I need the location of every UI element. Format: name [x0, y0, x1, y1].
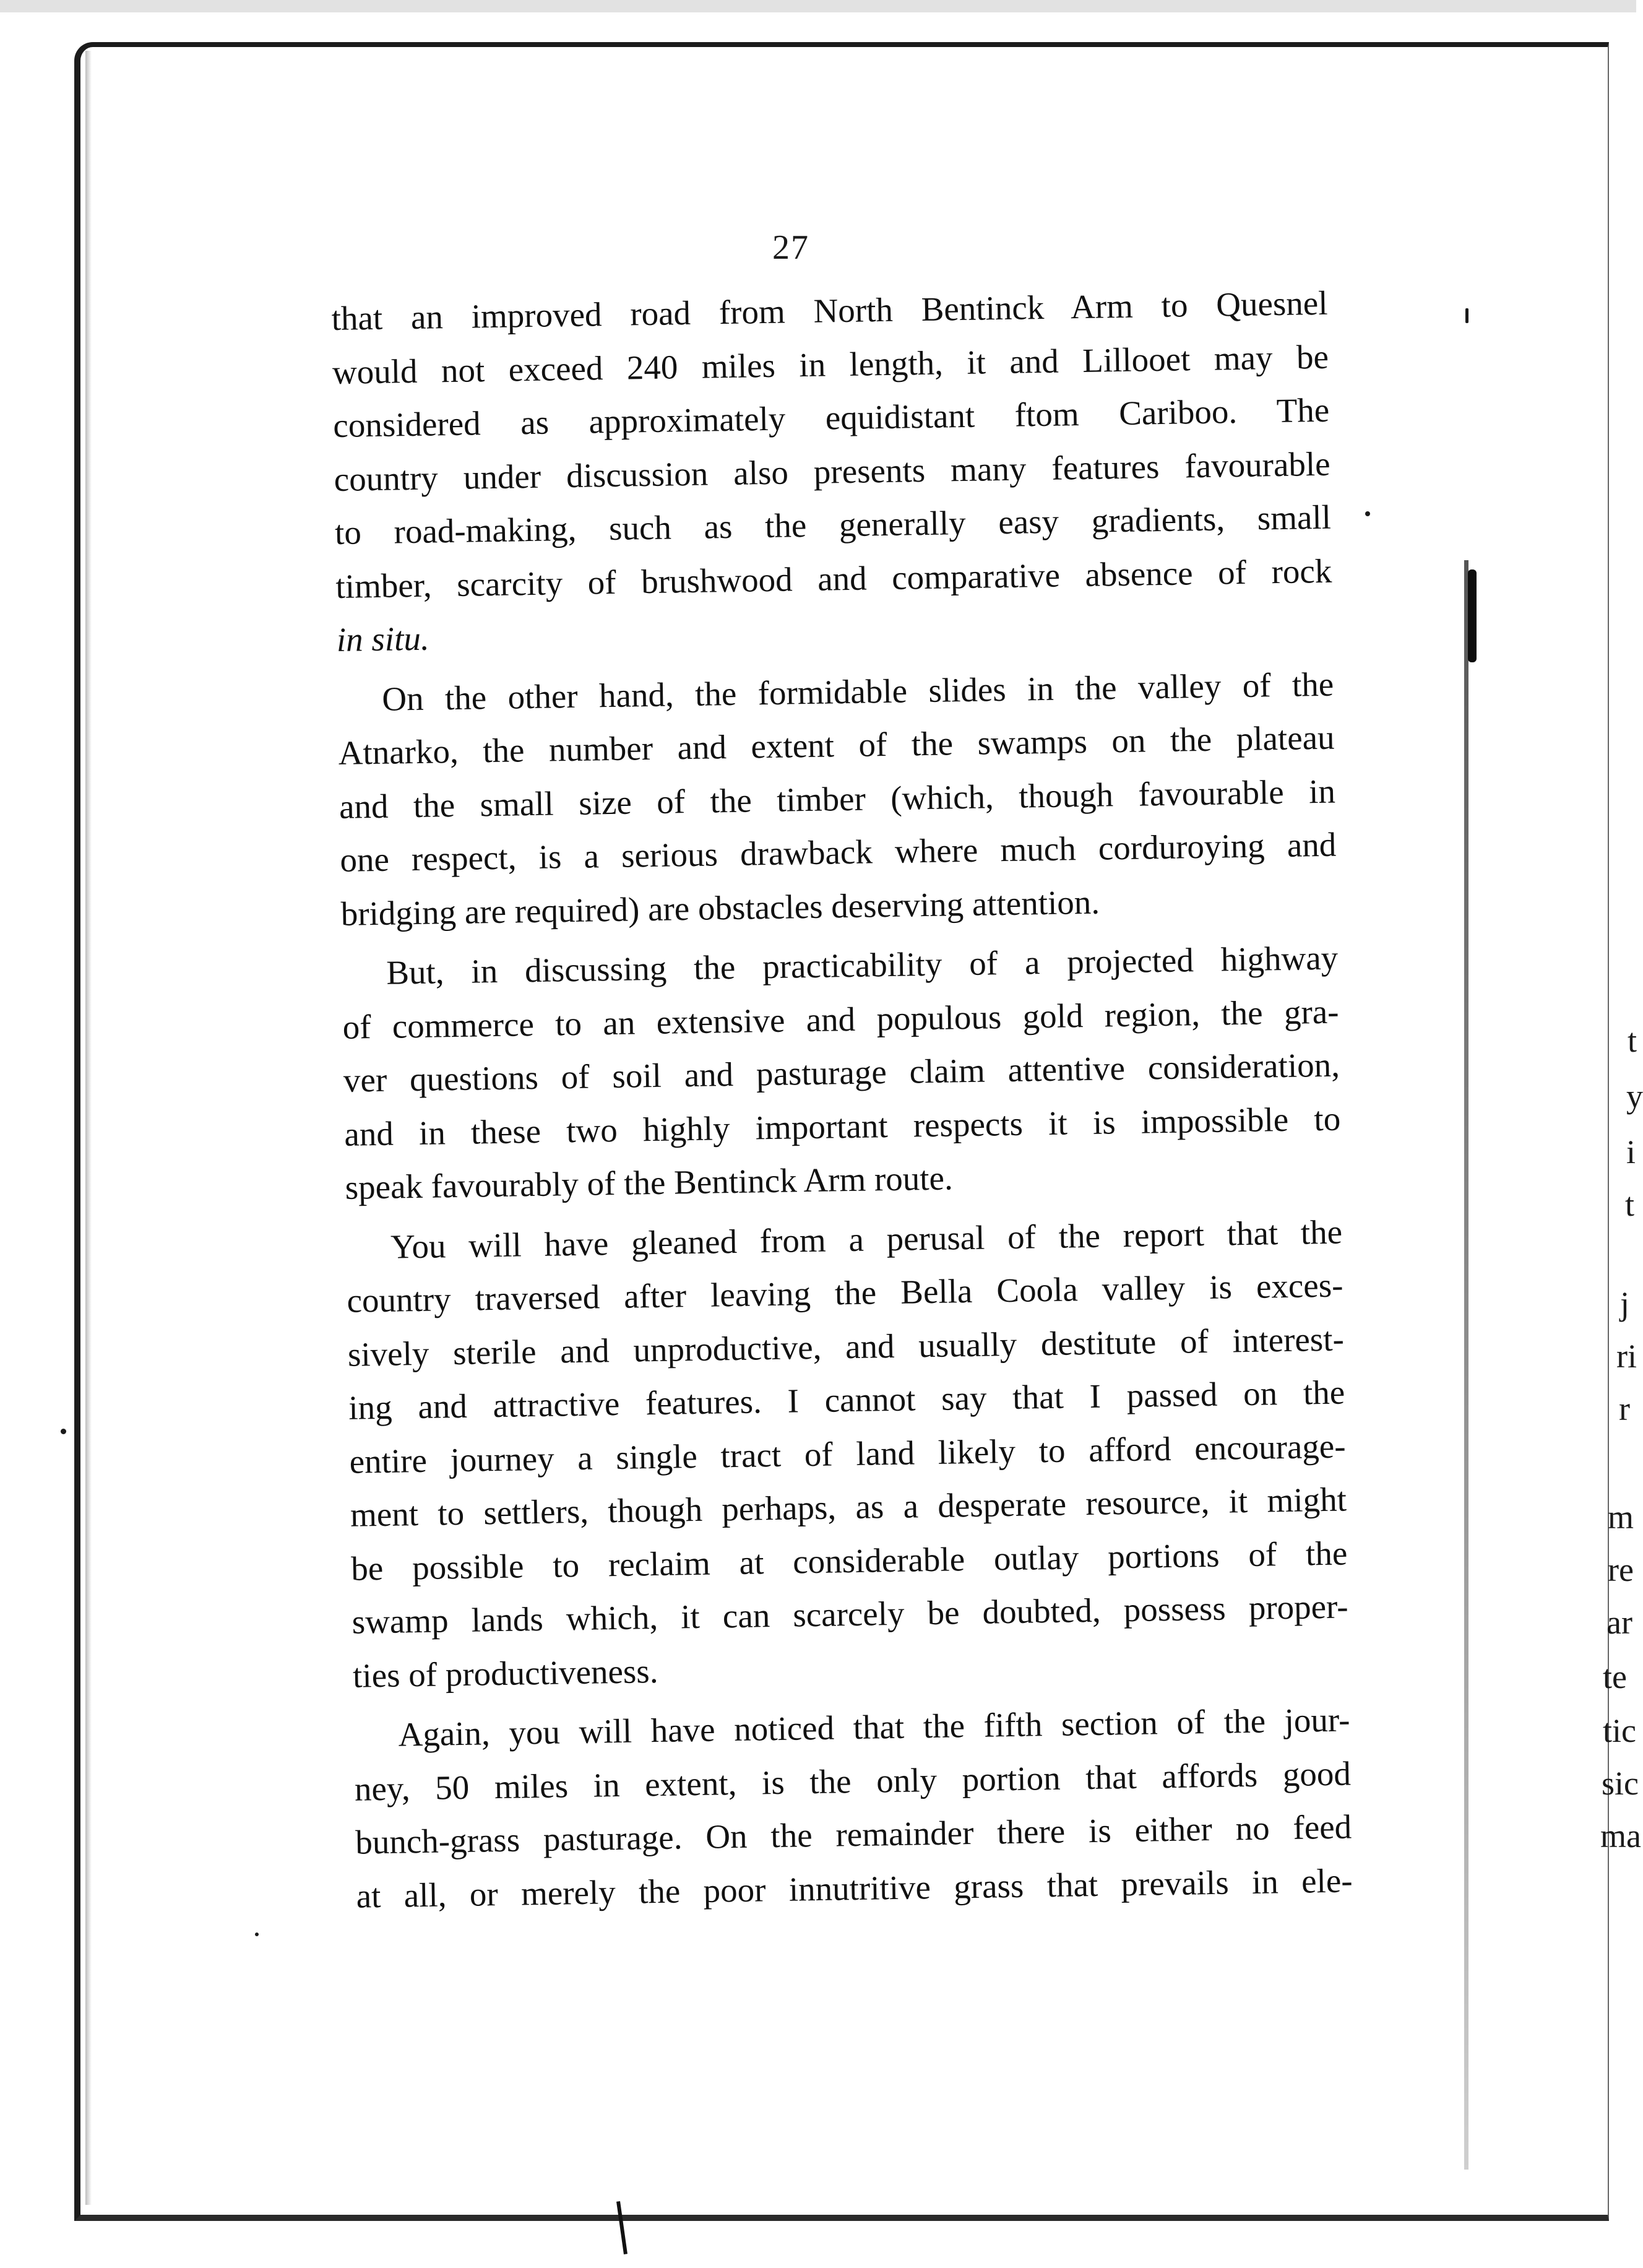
scan-speck	[255, 1933, 259, 1936]
text-line: and the small size of the timber (which, though favourable in	[339, 772, 1336, 826]
text-line: Again, you will have noticed that the fifth section of the jour-	[398, 1700, 1350, 1754]
text-line: at all, or merely the poor innutritive grass that prevails in ele-	[356, 1861, 1353, 1915]
adjacent-fragment: i	[1626, 1133, 1636, 1171]
text-line: ver questions of soil and pasturage claim attentive consideration,	[343, 1045, 1340, 1099]
scan-speck	[1365, 511, 1370, 516]
text-line: Atnarko, the number and extent of the swamps on the plateau	[338, 718, 1335, 772]
text-line: ties of productiveness.	[352, 1651, 658, 1695]
text-line: bridging are required) are obstacles deserving attention.	[340, 883, 1100, 933]
text-line: speak favourably of the Bentinck Arm route.	[345, 1159, 954, 1206]
text-line: ney, 50 miles in extent, is the only portion that affords good	[354, 1754, 1352, 1808]
text-line: bunch-grass pasturage. On the remainder there is either no feed	[355, 1807, 1352, 1861]
text-line: that an improved road from North Bentinck Arm to Quesnel	[331, 284, 1328, 337]
text-line: timber, scarcity of brushwood and comparative absence of rock	[335, 552, 1332, 605]
text-line: You will have gleaned from a perusal of the report that the	[390, 1213, 1343, 1266]
adjacent-fragment: sic	[1602, 1765, 1639, 1802]
page-number: 27	[772, 228, 809, 267]
binding-gutter	[1464, 560, 1468, 2170]
text-line: and in these two highly important respects it is impossible to	[343, 1099, 1341, 1153]
adjacent-fragment: m	[1608, 1499, 1634, 1536]
text-line: ing and attractive features. I cannot say that I passed on the	[348, 1373, 1345, 1427]
adjacent-fragment: y	[1626, 1078, 1643, 1115]
text-line: sively sterile and unproductive, and usually destitute of interest-	[347, 1320, 1345, 1374]
text-line: On the other hand, the formidable slides in the valley of the	[381, 665, 1334, 718]
adjacent-fragment: t	[1628, 1022, 1637, 1059]
scan-speck	[61, 1429, 66, 1434]
text-line: be possible to reclaim at considerable outlay portions of the	[350, 1533, 1348, 1588]
adjacent-fragment: j	[1620, 1285, 1630, 1322]
adjacent-fragment: r	[1619, 1390, 1630, 1427]
text-line: country under discussion also presents many features favourable	[334, 444, 1331, 498]
text-line: to road-making, such as the generally easy gradients, small	[334, 498, 1332, 552]
body-text	[331, 277, 1353, 1923]
text-line: country traversed after leaving the Bella Coola valley is exces-	[347, 1266, 1343, 1320]
text-line: of commerce to an extensive and populous gold region, the gra-	[342, 992, 1339, 1046]
adjacent-fragment: ma	[1600, 1817, 1641, 1855]
adjacent-fragment: ar	[1606, 1604, 1632, 1641]
scan-speck	[1465, 308, 1468, 323]
text-line: But, in discussing the practicability of a projected highway	[386, 938, 1339, 992]
text-line: swamp lands which, it can scarcely be doubted, possess proper-	[351, 1587, 1349, 1641]
adjacent-fragment: re	[1608, 1551, 1634, 1588]
text-line: entire journey a single tract of land likely to afford encourage-	[349, 1426, 1346, 1481]
text-line: would not exceed 240 miles in length, it and Lillooet may be	[332, 337, 1329, 391]
scan-top-band	[0, 0, 1636, 12]
binding-mark	[1468, 569, 1477, 662]
adjacent-fragment: tic	[1603, 1712, 1636, 1749]
page-edge-shadow	[85, 51, 92, 2205]
adjacent-fragment: ri	[1616, 1338, 1637, 1375]
text-line: in situ.	[336, 619, 430, 659]
adjacent-fragment: te	[1603, 1658, 1627, 1695]
text-line: one respect, is a serious drawback where much corduroying and	[339, 825, 1337, 879]
adjacent-fragment: t	[1625, 1186, 1635, 1223]
text-line: ment to settlers, though perhaps, as a desperate resource, it might	[350, 1480, 1347, 1534]
text-line: considered as approximately equidistant ftom Cariboo. The	[332, 391, 1330, 444]
